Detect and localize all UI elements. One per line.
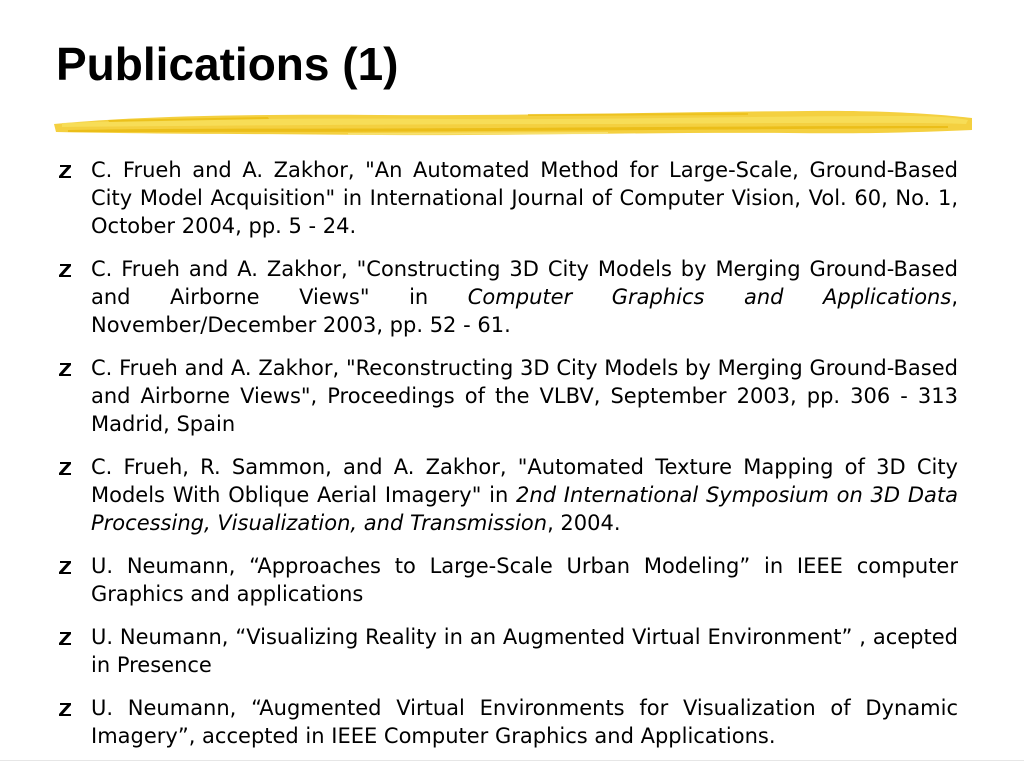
- publication-item: [56, 453, 958, 537]
- publication-text: C. Frueh and A. Zakhor, "An Automated Method for Large-Scale, Ground-Based City Model Acquisition" in International Journal of Computer Vision, Vol. 60, No. 1, October 2004, pp. 5 - 24.: [91, 158, 958, 238]
- publication-text: , November/December 2003, pp. 52 - 61.: [91, 285, 958, 337]
- publication-item: [56, 354, 958, 438]
- publication-venue: 2nd International Symposium on 3D Data Processing, Visualization, and Transmission: [91, 483, 958, 535]
- publication-text: U. Neumann, “Visualizing Reality in an Augmented Virtual Environment” , acepted in Presence: [91, 625, 958, 677]
- z-bullet-icon: [56, 629, 74, 647]
- publication-text: C. Frueh and A. Zakhor, "Reconstructing 3D City Models by Merging Ground-Based and Airborne Views", Proceedings of the VLBV, September 2003, pp. 306 - 313 Madrid, Spain: [91, 356, 958, 436]
- highlighter-underline: [48, 102, 976, 146]
- publication-list: [56, 156, 958, 765]
- footer-divider: [0, 760, 1024, 761]
- publication-text: , 2004.: [547, 511, 621, 535]
- z-bullet-icon: [56, 360, 74, 378]
- slide-title: Publications (1): [56, 38, 399, 90]
- publication-text: C. Frueh, R. Sammon, and A. Zakhor, "Automated Texture Mapping of 3D City Models With Oblique Aerial Imagery" in: [91, 455, 958, 507]
- publication-citation: [91, 158, 958, 238]
- publication-citation: [91, 625, 958, 677]
- publication-text: U. Neumann, “Augmented Virtual Environments for Visualization of Dynamic Imagery”, accepted in IEEE Computer Graphics and Applications.: [91, 696, 958, 748]
- publication-item: [56, 255, 958, 339]
- publication-item: [56, 552, 958, 608]
- publication-citation: [91, 455, 958, 535]
- publication-citation: [91, 356, 958, 436]
- publication-item: [56, 156, 958, 240]
- publication-citation: [91, 696, 958, 748]
- publication-citation: [91, 257, 958, 337]
- publication-venue: Computer Graphics and Applications: [467, 285, 952, 309]
- z-bullet-icon: [56, 700, 74, 718]
- z-bullet-icon: [56, 261, 74, 279]
- publication-text: U. Neumann, “Approaches to Large-Scale Urban Modeling” in IEEE computer Graphics and applications: [91, 554, 958, 606]
- z-bullet-icon: [56, 558, 74, 576]
- publication-item: [56, 694, 958, 750]
- z-bullet-icon: [56, 162, 74, 180]
- publication-item: [56, 623, 958, 679]
- z-bullet-icon: [56, 459, 74, 477]
- publication-text: C. Frueh and A. Zakhor, "Constructing 3D City Models by Merging Ground-Based and Airborne Views" in: [91, 257, 958, 309]
- publication-citation: [91, 554, 958, 606]
